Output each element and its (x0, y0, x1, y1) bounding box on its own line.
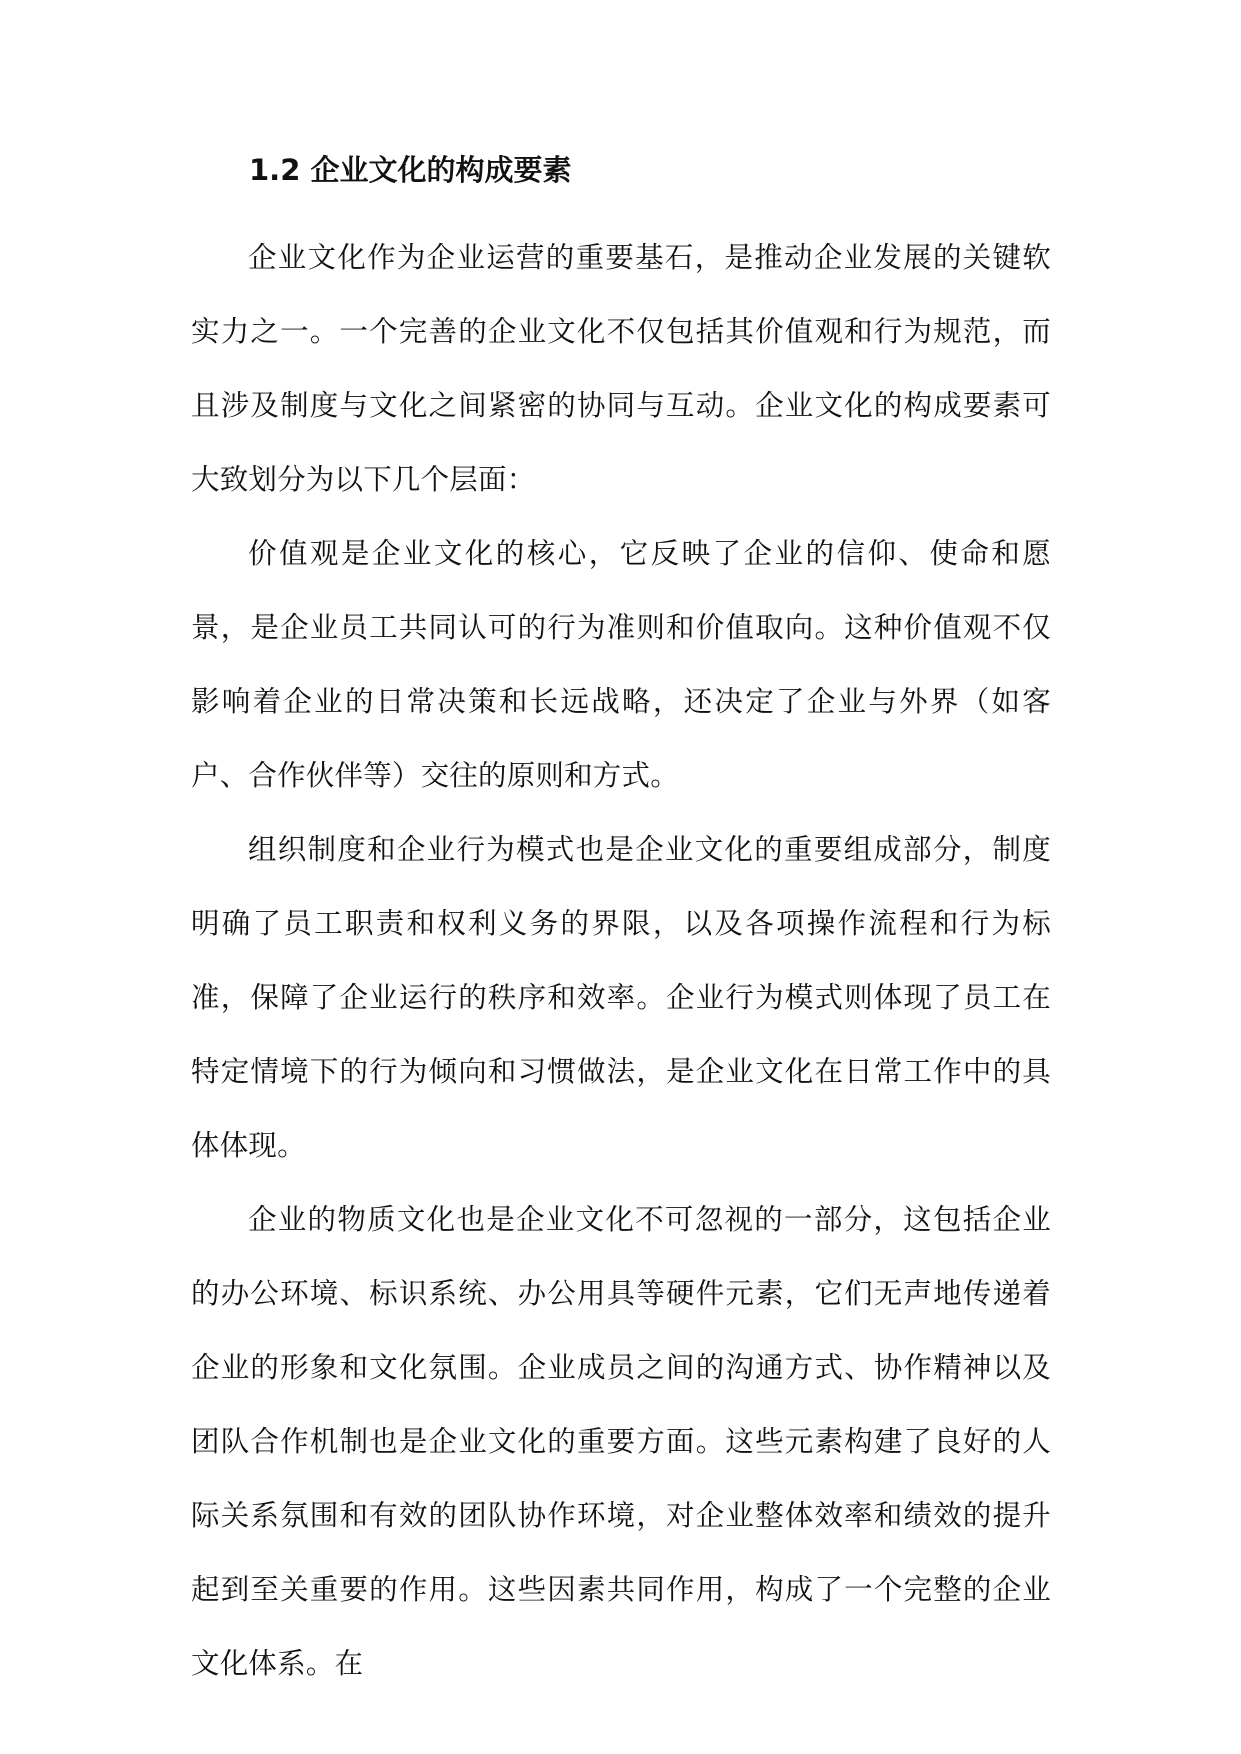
paragraph-institutions: 组织制度和企业行为模式也是企业文化的重要组成部分，制度明确了员工职责和权利义务的界限，以及各项操作流程和行为标准，保障了企业运行的秩序和效率。企业行为模式则体现了员工在特定情境下的行为倾向和习惯做法，是企业文化在日常工作中的具体体现。 (191, 833, 1051, 1162)
document-body (191, 150, 1051, 1701)
paragraph-intro: 企业文化作为企业运营的重要基石，是推动企业发展的关键软实力之一。一个完善的企业文化不仅包括其价值观和行为规范，而且涉及制度与文化之间紧密的协同与互动。企业文化的构成要素可大致划分为以下几个层面： (191, 241, 1051, 496)
section-heading: 1.2 企业文化的构成要素 (249, 153, 572, 187)
paragraph-values: 价值观是企业文化的核心，它反映了企业的信仰、使命和愿景，是企业员工共同认可的行为准则和价值取向。这种价值观不仅影响着企业的日常决策和长远战略，还决定了企业与外界（如客户、合作伙伴等）交往的原则和方式。 (191, 537, 1051, 792)
paragraph-material-culture: 企业的物质文化也是企业文化不可忽视的一部分，这包括企业的办公环境、标识系统、办公用具等硬件元素，它们无声地传递着企业的形象和文化氛围。企业成员之间的沟通方式、协作精神以及团队合作机制也是企业文化的重要方面。这些元素构建了良好的人际关系氛围和有效的团队协作环境，对企业整体效率和绩效的提升起到至关重要的作用。这些因素共同作用，构成了一个完整的企业文化体系。在 (191, 1203, 1051, 1680)
